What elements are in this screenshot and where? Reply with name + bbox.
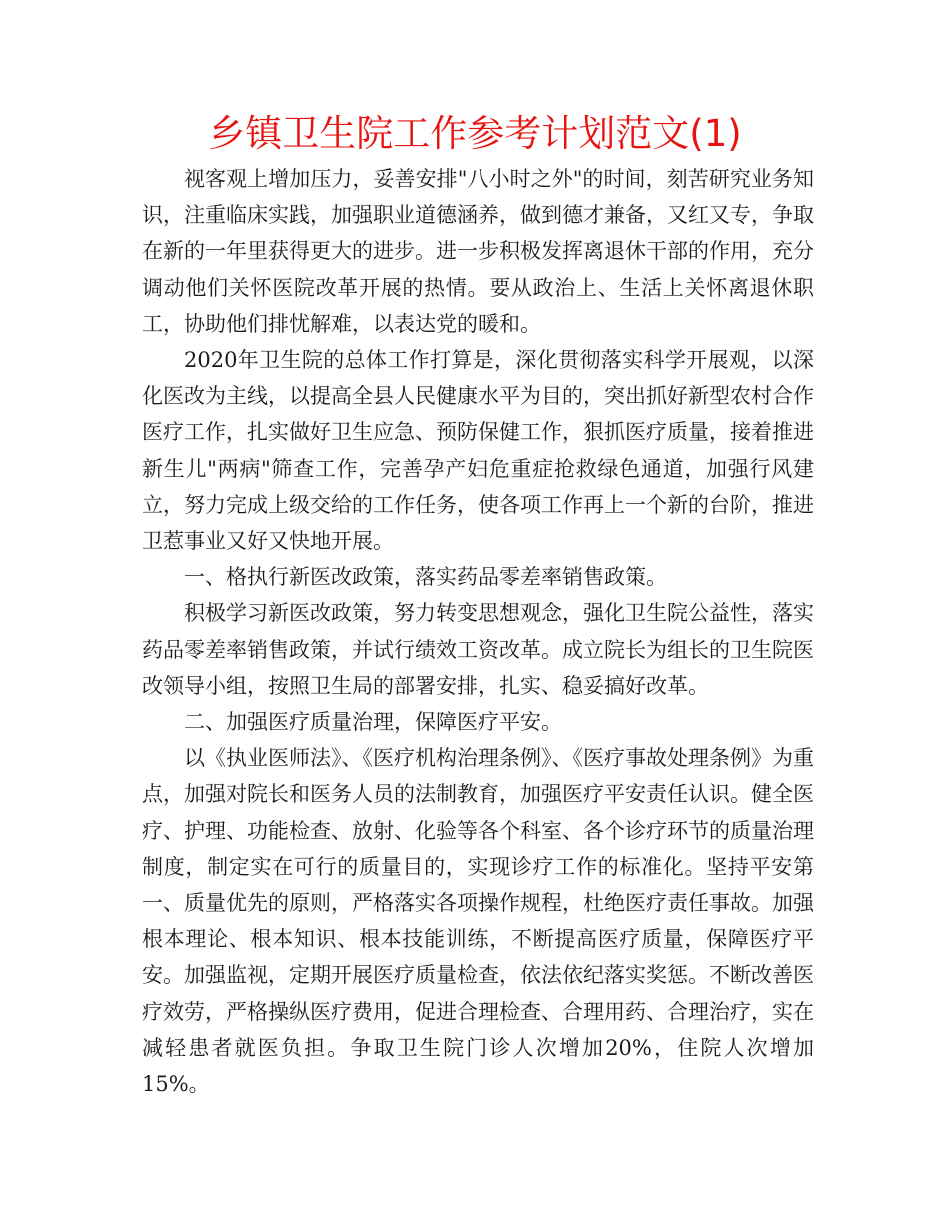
paragraph-4: 以《执业医师法》、《医疗机构治理条例》、《医疗事故处理条例》为重点，加强对院长和医务人员的法制教育，加强医疗平安责任认识。健全医疗、护理、功能检查、放射、化验等各个科室、各个诊疗环节的质量治理制度，制定实在可行的质量目的，实现诊疗工作的标准化。坚持平安第一、质量优先的原则，严格落实各项操作规程，杜绝医疗责任事故。加强根本理论、根本知识、根本技能训练，不断提高医疗质量，保障医疗平安。加强监视，定期开展医疗质量检查，依法依纪落实奖惩。不断改善医疗效劳，严格操纵医疗费用，促进合理检查、合理用药、合理治疗，实在减轻患者就医负担。争取卫生院门诊人次增加20%，住院人次增加15%。 — [142, 746, 814, 1097]
document-body — [142, 161, 814, 1102]
section-heading-2: 二、加强医疗质量治理，保障医疗平安。 — [184, 710, 562, 735]
paragraph-1: 视客观上增加压力，妥善安排"八小时之外"的时间，刻苦研究业务知识，注重临床实践，加强职业道德涵养，做到德才兼备，又红又专，争取在新的一年里获得更大的进步。进一步积极发挥离退休干部的作用，充分调动他们关怀医院改革开展的热情。要从政治上、生活上关怀离退休职工，协助他们排忧解难，以表达党的暖和。 — [142, 167, 814, 336]
paragraph-2: 2020年卫生院的总体工作打算是，深化贯彻落实科学开展观，以深化医改为主线，以提高全县人民健康水平为目的，突出抓好新型农村合作医疗工作，扎实做好卫生应急、预防保健工作，狠抓医疗质量，接着推进新生儿"两病"筛查工作，完善孕产妇危重症抢救绿色通道，加强行风建立，努力完成上级交给的工作任务，使各项工作再上一个新的台阶，推进卫惹事业又好又快地开展。 — [142, 348, 814, 554]
section-heading-1: 一、格执行新医改政策，落实药品零差率销售政策。 — [184, 565, 667, 590]
paragraph-3: 积极学习新医改政策，努力转变思想观念，强化卫生院公益性，落实药品零差率销售政策，并试行绩效工资改革。成立院长为组长的卫生院医改领导小组，按照卫生局的部署安排，扎实、稳妥搞好改革。 — [142, 601, 814, 698]
document-title: 乡镇卫生院工作参考计划范文(1) — [208, 112, 742, 155]
